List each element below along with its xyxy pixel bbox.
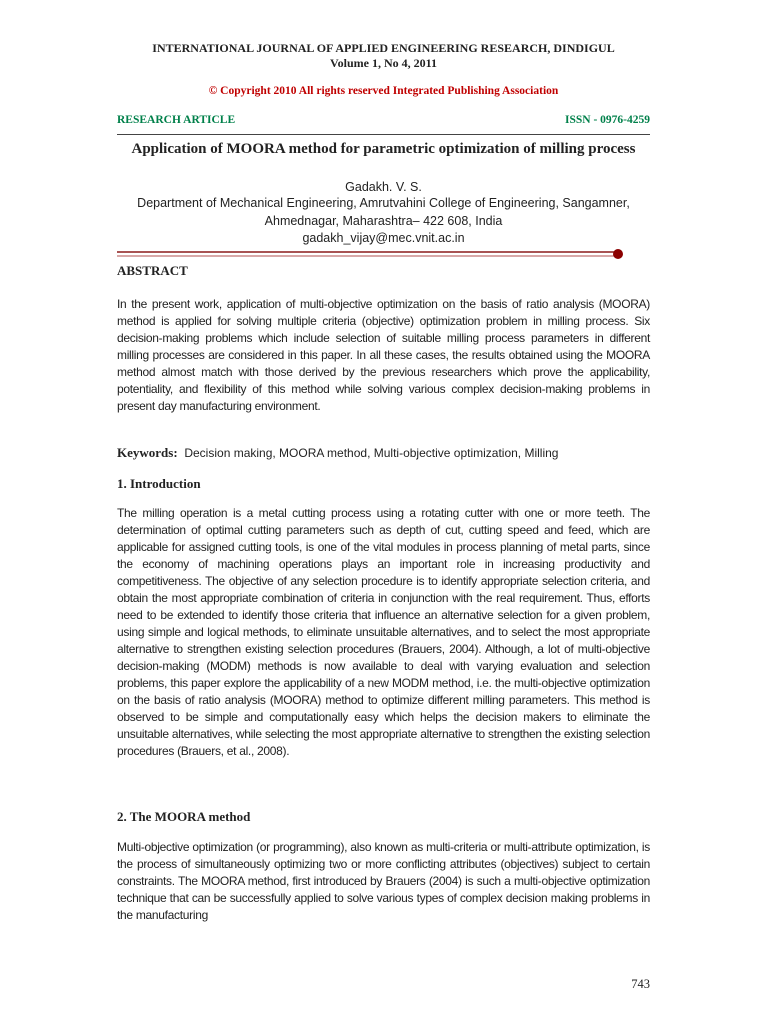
paper-title: Application of MOORA method for parametric optimization of milling process [131, 141, 636, 157]
section-divider [117, 248, 627, 262]
header-rule [117, 134, 650, 135]
introduction-text: The milling operation is a metal cutting process using a rotating cutter with one or more teeth. The determination of optimal cutting parameters such as depth of cut, cutting speed and feed, which are applicable for assigned cutting tools, is one of the vital modules in process planning of metal parts, since the economy of machining operations plays an important role in increasing productivity and competitiveness. The objective of any selection procedure is to identify appropriate selection criteria, and obtain the most appropriate combination of criteria in conjunction with the real requirement. Thus, efforts need to be extended to identify those criteria that influence an alternative selection for a given problem, using simple and logical methods, to eliminate unsuitable alternatives, and to select the most appropriate alternative to strengthen existing selection procedures (Brauers, 2004). Although, a lot of multi-objective decision-making (MODM) methods is now available to deal with varying evaluation and selection problems, this paper explore the applicability of a new MODM method, i.e. the multi-objective optimization on the basis of ratio analysis (MOORA) method to optimize different milling parameters. This method is observed to be simple and computationally easy which helps the decision makers to eliminate the unsuitable alternatives, while selecting the most appropriate alternative to strengthen the existing selection procedures (Brauers, et al., 2008). [117, 506, 650, 758]
page-number: 743 [631, 977, 650, 991]
keywords-label: Keywords: [117, 445, 178, 460]
divider-dot [613, 249, 623, 259]
keywords-line [117, 445, 650, 461]
journal-name: INTERNATIONAL JOURNAL OF APPLIED ENGINEERING RESEARCH, DINDIGUL [152, 41, 615, 55]
article-type: RESEARCH ARTICLE [117, 114, 236, 126]
author-email[interactable]: gadakh_vijay@mec.vnit.ac.in [302, 231, 465, 245]
section-heading-introduction: 1. Introduction [117, 476, 201, 491]
abstract-heading: ABSTRACT [117, 263, 188, 278]
author-affiliation: Department of Mechanical Engineering, Amrutvahini College of Engineering, Sangamner, Ahmednagar, Maharashtra– 422 608, India [137, 196, 630, 228]
copyright-notice: © Copyright 2010 All rights reserved Integrated Publishing Association [208, 85, 559, 97]
issn: ISSN - 0976-4259 [565, 114, 650, 126]
author-name: Gadakh. V. S. [345, 180, 422, 194]
keywords-text: Decision making, MOORA method, Multi-objective optimization, Milling [184, 446, 559, 460]
section-heading-moora: 2. The MOORA method [117, 809, 251, 824]
moora-text: Multi-objective optimization (or programming), also known as multi-criteria or multi-attribute optimization, is the process of simultaneously optimizing two or more conflicting attributes (objectives) subject to certain constraints. The MOORA method, first introduced by Brauers (2004) is such a multi-objective optimization technique that can be successfully applied to solve various types of complex decision making problems in the manufacturing [117, 840, 650, 922]
journal-volume: Volume 1, No 4, 2011 [330, 56, 437, 70]
article-meta-row [117, 112, 650, 128]
abstract-text: In the present work, application of multi-objective optimization on the basis of ratio analysis (MOORA) method is applied for solving multiple criteria (objective) optimization problem in milling process. Six decision-making problems which include selection of suitable milling process parameters in different milling processes are considered in this paper. In all these cases, the results obtained using the MOORA method almost match with those derived by the previous researchers which prove the applicability, potentiality, and flexibility of this method while solving various complex decision-making problems in present day manufacturing environment. [117, 297, 650, 413]
